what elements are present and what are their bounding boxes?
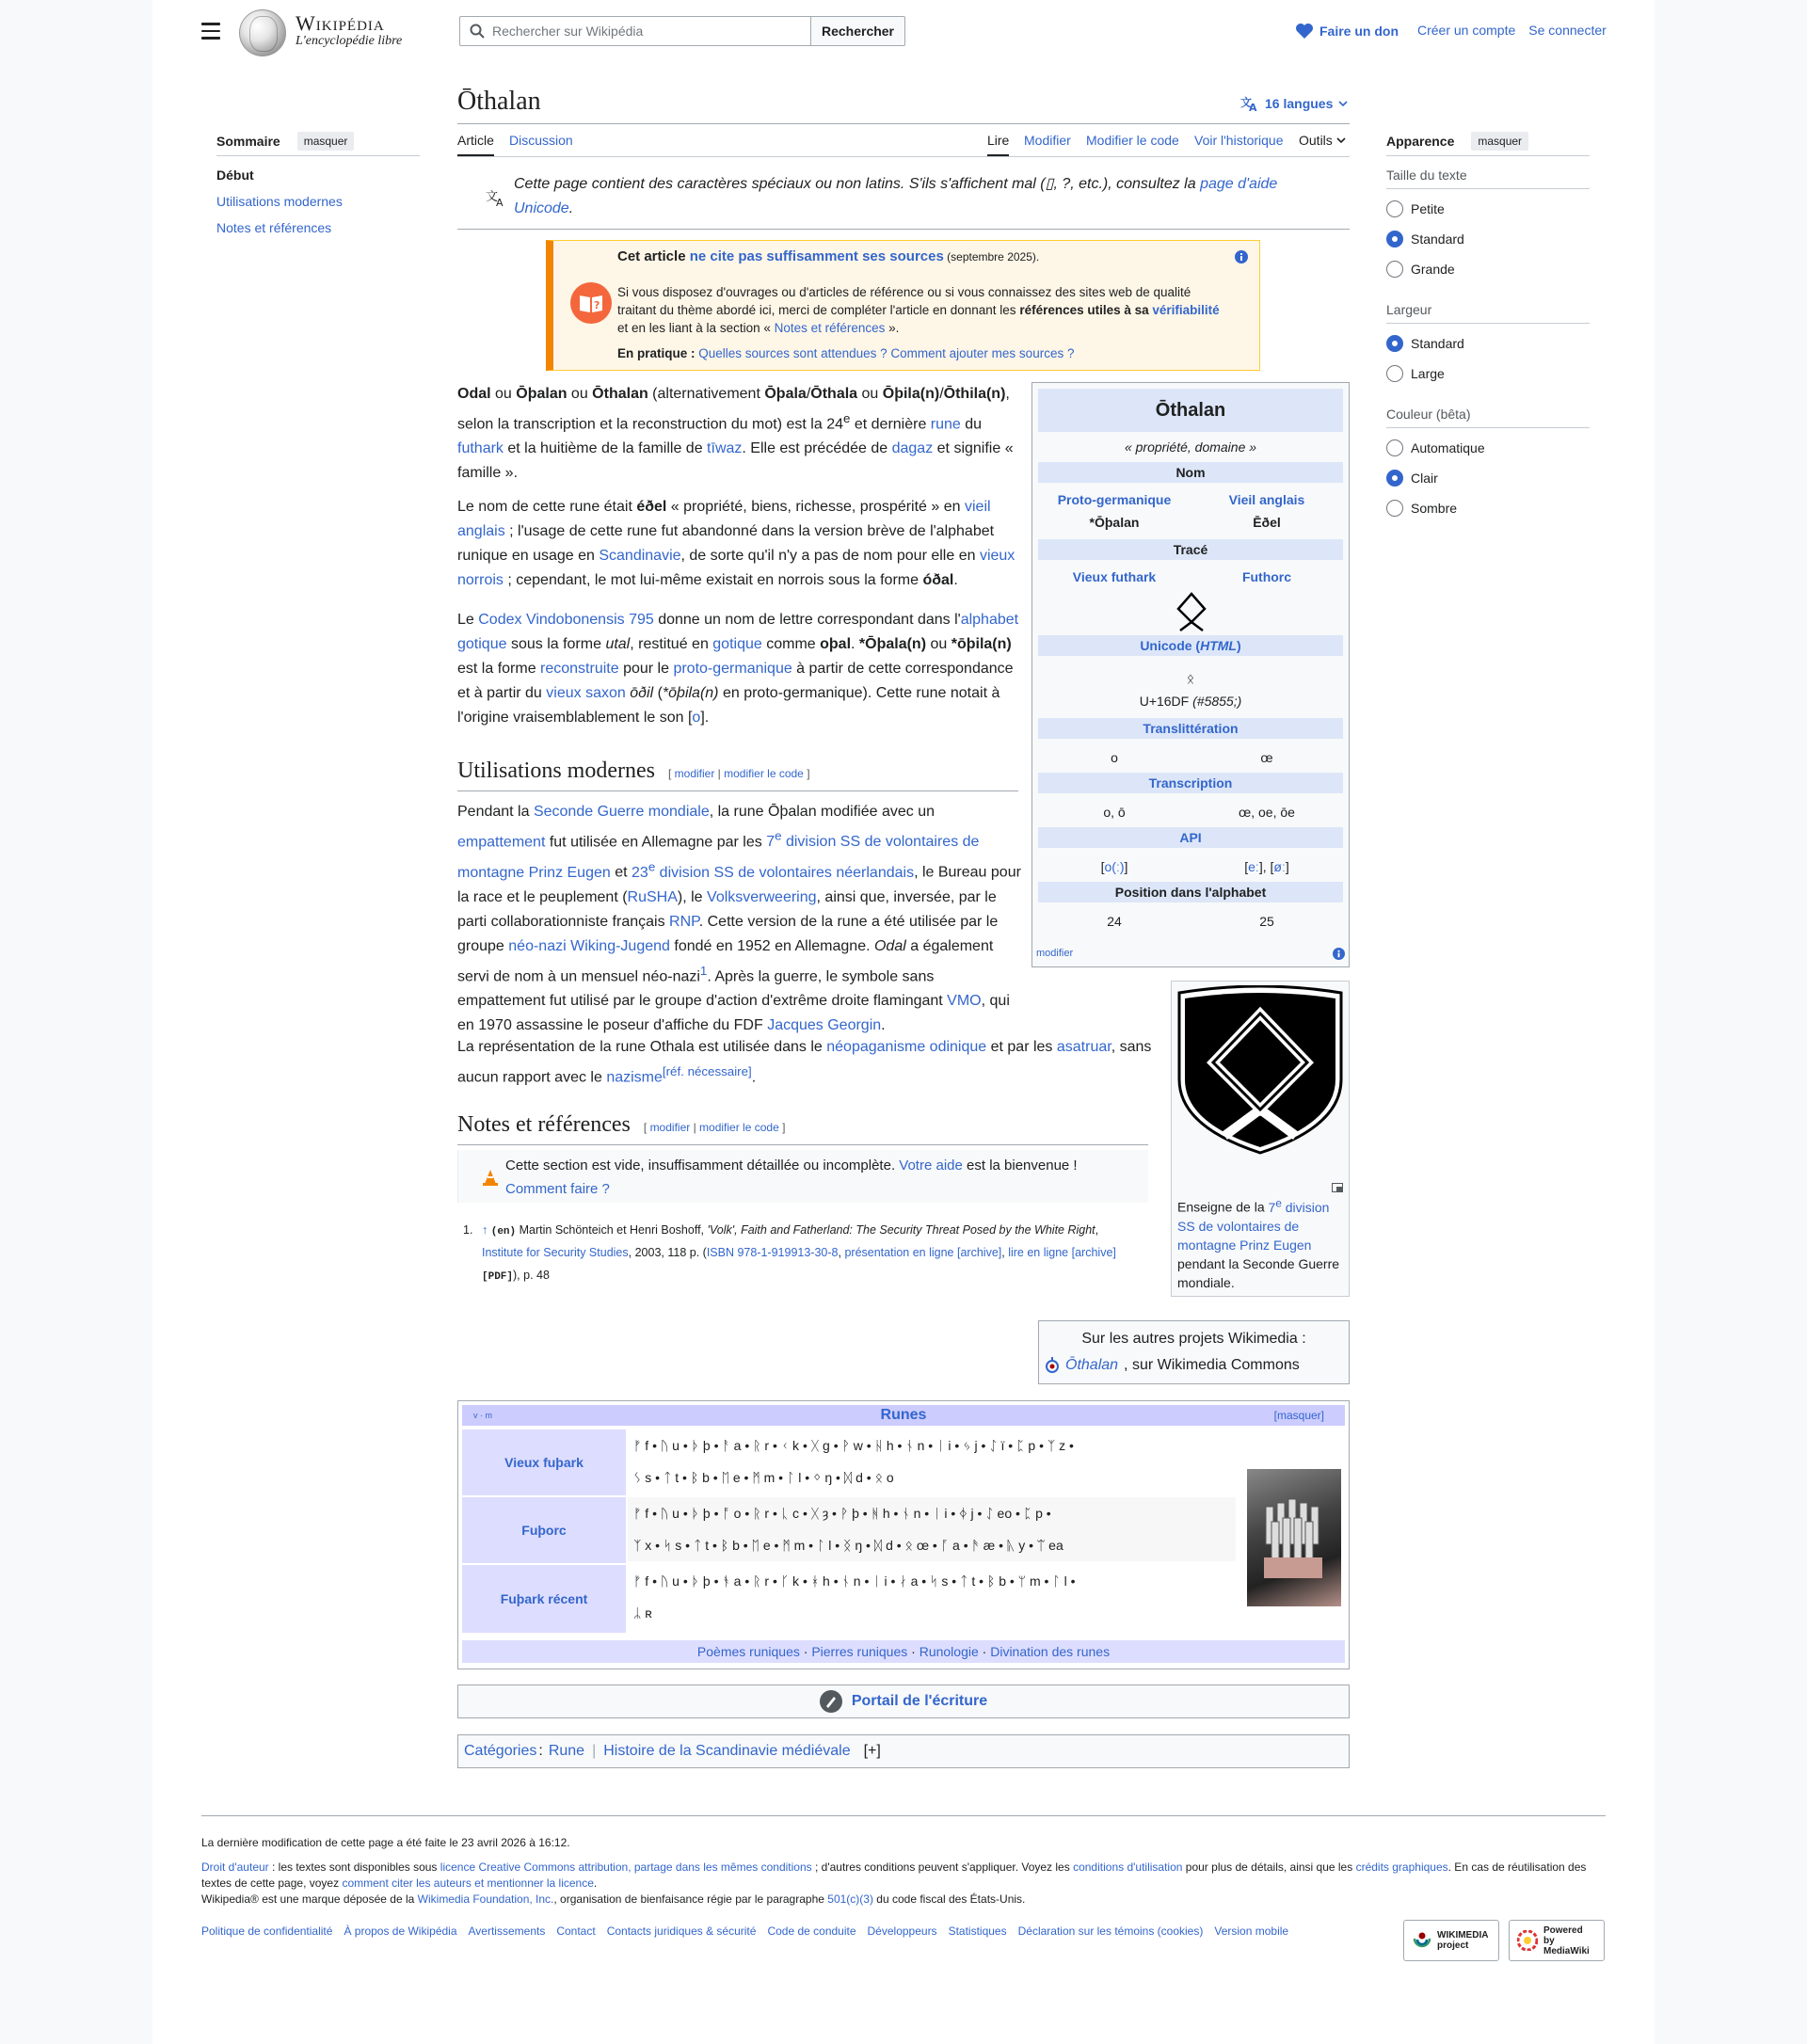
verifiability-link[interactable]: vérifiabilité <box>1152 303 1220 317</box>
odinism-link[interactable]: néopaganisme odinique <box>826 1039 987 1055</box>
infobox-subtitle: « propriété, domaine » <box>1124 439 1257 455</box>
nazism-link[interactable]: nazisme <box>606 1069 663 1086</box>
infobox-edit-link[interactable]: modifier <box>1036 948 1074 959</box>
radio-color-dark[interactable]: Sombre <box>1386 500 1457 517</box>
toc-header <box>216 132 354 151</box>
codex-link[interactable]: Codex Vindobonensis 795 <box>478 612 654 628</box>
ref-1-link[interactable]: 1 <box>699 963 708 978</box>
mediawiki-badge[interactable] <box>1509 1920 1605 1961</box>
ipa-e-link[interactable]: eː <box>1248 859 1259 874</box>
svg-text:文: 文 <box>486 190 499 204</box>
image-thumbnail <box>1171 981 1350 1297</box>
radio-color-light[interactable]: Clair <box>1386 470 1438 487</box>
radio-width-standard[interactable]: Standard <box>1386 335 1464 352</box>
search-button[interactable]: Rechercher <box>810 16 905 46</box>
toc-item-debut[interactable]: Début <box>216 168 254 183</box>
toc-hide-button[interactable]: masquer <box>297 132 355 151</box>
presentation-link[interactable]: présentation en ligne <box>844 1246 954 1259</box>
gothic-alphabet-link[interactable]: alphabet gotique <box>457 612 1019 652</box>
categories-box: Catégories : Rune | Histoire de la Scandinavie médiévale [+] <box>457 1734 1350 1768</box>
infobox <box>1031 382 1350 967</box>
rune-link[interactable]: rune <box>930 416 961 433</box>
footer-link-legal[interactable]: Contacts juridiques & sécurité <box>606 1924 757 1938</box>
toc-title: Sommaire <box>216 134 280 149</box>
footer-link-developers[interactable]: Développeurs <box>867 1924 937 1938</box>
navbox-title <box>462 1405 1345 1426</box>
warning-body-text3: ». <box>885 321 900 335</box>
tools-menu[interactable] <box>1299 133 1346 148</box>
infobox-elder-futhark-link[interactable]: Vieux futhark <box>1072 569 1157 584</box>
warning-body-text2: et en les liant à la section « <box>617 321 775 335</box>
enlarge-icon[interactable] <box>1332 1183 1343 1192</box>
sources-warning-box <box>546 240 1260 371</box>
serif-link[interactable]: empattement <box>457 834 546 851</box>
reference-1: 1. ↑ (en) Martin Schönteich et Henri Boshoff, 'Volk', Faith and Fatherland: The Security Threat Posed by the White Right, Institute for Security Studies, 2003, 118 p. (ISBN 978-1-919913-30-8, présentation en ligne [archive], lire en ligne [archive] [PDF]), p. 48 <box>482 1220 1141 1287</box>
tab-discussion[interactable]: Discussion <box>509 133 573 148</box>
infobox-header-transcr[interactable]: Transcription <box>1038 773 1343 793</box>
footer-divider <box>201 1815 1606 1816</box>
practice-link[interactable]: Quelles sources sont attendues ? Comment ajouter mes sources ? <box>698 346 1075 360</box>
traffic-cone-icon <box>483 1169 498 1186</box>
rune-divination-link[interactable]: Divination des runes <box>990 1644 1111 1659</box>
book-warning-icon <box>570 282 612 324</box>
commons-icon <box>1045 1357 1060 1374</box>
wikimedia-logo-icon <box>1413 1931 1431 1950</box>
nav-group-futhorc[interactable]: Fuþorc <box>462 1497 626 1563</box>
old-saxon-link[interactable]: vieux saxon <box>546 685 626 701</box>
shield-emblem-image[interactable] <box>1175 985 1345 1155</box>
neo-nazi-link[interactable]: néo-nazi <box>508 937 567 954</box>
divider <box>1386 323 1590 324</box>
appearance-header <box>1386 132 1528 151</box>
futhark-link[interactable]: futhark <box>457 440 504 457</box>
proto-germanic-link[interactable]: proto-germanique <box>673 661 792 677</box>
search-input[interactable] <box>459 16 811 46</box>
infobox-header-nom: Nom <box>1038 462 1343 483</box>
main-menu-button[interactable] <box>201 23 220 40</box>
categories-expand[interactable]: [+] <box>863 1743 881 1759</box>
read-online-link[interactable]: lire en ligne <box>1008 1246 1069 1259</box>
footer-link-conduct[interactable]: Code de conduite <box>767 1924 856 1938</box>
your-help-link[interactable]: Votre aide <box>899 1158 963 1174</box>
text-size-label: Taille du texte <box>1386 168 1467 183</box>
infobox-unicode-glyph: ᛟ <box>1186 671 1195 686</box>
graphic-credits-link[interactable]: crédits graphiques <box>1355 1860 1448 1874</box>
mediawiki-logo-icon <box>1517 1930 1538 1951</box>
empty-section-box <box>457 1150 1148 1203</box>
prinz-eugen-link[interactable]: 7e division SS de volontaires de montagne Prinz Eugen <box>457 829 980 881</box>
paragraph-name: Le nom de cette rune était éðel « propriété, biens, richesse, prospérité » en vieil anglais ; l'usage de cette rune fut abandonné dans la version brève de l'alphabet runique en usage en Scandinavie, de sorte qu'il n'y a pas de nom pour elle en vieux norrois ; cependant, le mot lui-même existait en norrois sous la forme óðal. <box>457 499 1015 588</box>
svg-text:?: ? <box>594 299 600 311</box>
infobox-name-oe: Ēðel <box>1253 515 1281 530</box>
reference-number: 1. <box>463 1223 473 1237</box>
chevron-down-icon <box>1338 100 1348 107</box>
infobox-header-unicode: Unicode (HTML) <box>1038 635 1343 656</box>
translate-icon <box>1240 95 1259 112</box>
wikimedia-badge[interactable] <box>1403 1920 1499 1961</box>
radio-text-small[interactable]: Petite <box>1386 200 1445 217</box>
tab-history[interactable]: Voir l'historique <box>1194 133 1284 148</box>
commons-line <box>1045 1357 1300 1374</box>
backlink-arrow[interactable]: ↑ <box>482 1223 488 1237</box>
navbox-vm-link[interactable]: v · m <box>473 1411 492 1420</box>
radio-color-auto[interactable]: Automatique <box>1386 439 1485 456</box>
sound-o-link[interactable]: o <box>692 710 701 726</box>
citation-needed-link[interactable]: [réf. nécessaire] <box>662 1064 752 1078</box>
appearance-title: Apparence <box>1386 134 1455 149</box>
radio-width-large[interactable]: Large <box>1386 365 1445 382</box>
archive-link[interactable]: [archive] <box>957 1246 1002 1259</box>
runes-navbox <box>457 1400 1350 1669</box>
commons-link[interactable]: Ōthalan <box>1065 1357 1119 1373</box>
last-modified: La dernière modification de cette page a été faite le 23 avril 2026 à 16:12. <box>201 1836 570 1849</box>
transcr-2: œ, oe, ōe <box>1239 805 1295 820</box>
api-1: [o(ː)] <box>1100 859 1128 874</box>
rune-row[interactable]: ᛉ x • ᛋ s • ᛏ t • ᛒ b • ᛖ e • ᛗ m • ᛚ l • ᛝ ŋ • ᛞ d • ᛟ œ • ᚪ a • ᚫ æ • ᚣ y • ᛠ ea <box>633 1538 1063 1553</box>
paragraph-codex: Le Codex Vindobonensis 795 donne un nom de lettre correspondant dans l'alphabet gotique sous la forme utal, restitué en gotique comme oþal. *Ōþala(n) ou *ōþila(n) est la forme reconstruite pour le proto-germanique à partir de cette correspondance et à partir du vieux saxon ōðil (*ōþila(n) en proto-germanique). Cette rune notait à l'origine vraisemblablement le son [o]. <box>457 612 1019 726</box>
categories-label[interactable]: Catégories <box>464 1743 537 1759</box>
rnp-link[interactable]: RNP <box>669 913 699 930</box>
tab-article[interactable]: Article <box>457 133 494 156</box>
runic-poems-link[interactable]: Poèmes runiques <box>696 1644 800 1659</box>
toc-item-notes[interactable]: Notes et références <box>216 220 332 235</box>
unicode-notice-end: . <box>568 200 574 216</box>
paragraph-intro: Odal ou Ōþalan ou Ōthalan (alternativement Ōþala/Ōthala ou Ōþila(n)/Ōthila(n), selon la transcription et la reconstruction du mot) est la 24e et dernière rune du futhark et la huitième de la famille de tīwaz. Elle est précédée de dagaz et signifie « famille ». <box>457 386 1014 482</box>
personal-links <box>1417 23 1607 38</box>
language-count: 16 langues <box>1265 96 1334 111</box>
donate-label: Faire un don <box>1319 24 1399 39</box>
navbox-hide-link[interactable]: [masquer] <box>1273 1409 1324 1422</box>
warning-practice <box>617 346 1074 360</box>
title-divider <box>457 123 1350 124</box>
how-to-link[interactable]: Comment faire ? <box>505 1181 610 1197</box>
search-placeholder: Rechercher sur Wikipédia <box>492 24 644 39</box>
footer-links <box>201 1924 1331 1940</box>
tab-edit[interactable]: Modifier <box>1024 133 1071 148</box>
ww2-link[interactable]: Seconde Guerre mondiale <box>533 804 710 820</box>
wordmark[interactable]: Wikipédia <box>296 11 385 35</box>
login-link[interactable]: Se connecter <box>1528 23 1607 38</box>
warning-link[interactable]: ne cite pas suffisamment ses sources <box>689 248 944 264</box>
lang-tag: (en) <box>490 1226 517 1238</box>
unicode-code: U+16DF <box>1139 694 1190 709</box>
footer-link-contact[interactable]: Contact <box>556 1924 596 1938</box>
tab-edit-source[interactable]: Modifier le code <box>1086 133 1179 148</box>
publisher-link[interactable]: Institute for Security Studies <box>482 1246 629 1259</box>
vmo-link[interactable]: VMO <box>947 992 982 1009</box>
wikipedia-globe-icon[interactable] <box>239 9 286 56</box>
footer-link-about[interactable]: À propos de Wikipédia <box>344 1924 457 1938</box>
infobox-futhorc-link[interactable]: Futhorc <box>1241 569 1292 584</box>
heading-divider <box>457 790 1018 791</box>
nav-list-futhorc <box>628 1497 1236 1561</box>
cc-license-link[interactable]: licence Creative Commons attribution, partage dans les mêmes conditions <box>440 1860 812 1874</box>
nav-list-elder-futhark <box>628 1429 1236 1493</box>
heart-icon <box>1295 23 1314 40</box>
old-english-link[interactable]: vieil anglais <box>457 499 991 539</box>
infobox-unicode-code <box>1038 694 1343 709</box>
rune-row[interactable]: ᛊ s • ᛏ t • ᛒ b • ᛖ e • ᛗ m • ᛚ l • ᛜ ŋ • ᛞ d • ᛟ o <box>633 1470 894 1485</box>
translit-1: o <box>1111 750 1118 765</box>
runology-link[interactable]: Runologie <box>919 1644 979 1659</box>
ipa-o-link[interactable]: o(ː) <box>1104 859 1125 874</box>
nav-group-younger-futhark[interactable]: Fuþark récent <box>462 1565 626 1633</box>
notice-divider <box>457 229 1350 230</box>
warning-title <box>617 248 1039 264</box>
501c3-link[interactable]: 501(c)(3) <box>827 1892 873 1906</box>
copyright-link[interactable]: Droit d'auteur <box>201 1860 269 1874</box>
portal-link[interactable]: Portail de l'écriture <box>851 1693 988 1709</box>
appearance-divider <box>1386 155 1590 156</box>
unicode-help-link[interactable]: page d'aide Unicode <box>514 176 1278 216</box>
image-caption: Enseigne de la 7e division SS de volontaires de montagne Prinz Eugen pendant la Seconde Guerre mondiale. <box>1177 1197 1340 1290</box>
category-rune[interactable]: Rune <box>548 1743 585 1759</box>
toc-divider <box>216 155 420 156</box>
divider <box>1386 188 1590 189</box>
position-1: 24 <box>1107 914 1122 929</box>
footer-link-cookies[interactable]: Déclaration sur les témoins (cookies) <box>1017 1924 1204 1938</box>
nav-group-elder-futhark[interactable]: Vieux fuþark <box>462 1429 626 1495</box>
rune-row[interactable]: ᛦ ʀ <box>633 1605 652 1621</box>
heading-utilisations: Utilisations modernes [ modifier | modifier le code ] <box>457 759 810 783</box>
edit-source-section-link[interactable]: modifier le code <box>724 767 804 780</box>
info-icon[interactable] <box>1235 250 1248 263</box>
unicode-link[interactable]: Unicode <box>1140 638 1192 653</box>
commons-suffix: , sur Wikimedia Commons <box>1124 1357 1300 1373</box>
warning-body-text: Si vous disposez d'ouvrages ou d'articles de référence ou si vous connaissez des sites web de qualité traitant du thème abordé ici, merci de compléter l'article en donnant les <box>617 285 1191 317</box>
license-text: Droit d'auteur : les textes sont disponibles sous licence Creative Commons attribution, partage dans les mêmes conditions ; d'autres conditions peuvent s'appliquer. Voyez les conditions d'utilisation pour plus de détails, ainsi que les crédits graphiques. En cas de réutilisation des textes de cette page, voyez comment citer les auteurs et mentionner la licence. Wikipedia® est une marque déposée de la Wikimedia Foundation, Inc., organisation de bienfaisance régie par le paragraphe 501(c)(3) du code fiscal des États-Unis. <box>201 1860 1587 1906</box>
warning-body-bold: références utiles à sa <box>1019 303 1153 317</box>
jacques-georgin-link[interactable]: Jacques Georgin <box>767 1016 882 1033</box>
svg-text:A: A <box>1249 102 1257 112</box>
tiwaz-link[interactable]: tīwaz <box>707 440 743 457</box>
heading-notes: Notes et références [ modifier | modifier le code ] <box>457 1112 786 1137</box>
color-label: Couleur (bêta) <box>1386 407 1471 422</box>
radio-text-standard[interactable]: Standard <box>1386 231 1464 248</box>
infobox-header-api[interactable]: API <box>1038 827 1343 848</box>
chevron-down-icon <box>1336 136 1346 144</box>
language-button[interactable] <box>1240 95 1348 112</box>
edit-section-link[interactable]: modifier <box>649 1121 691 1134</box>
ipa-oe-link[interactable]: øː <box>1273 859 1286 874</box>
commons-box <box>1038 1320 1350 1384</box>
warning-bold: Cet article <box>617 248 690 264</box>
warning-body <box>617 283 1229 337</box>
footer-link-disclaimers[interactable]: Avertissements <box>468 1924 546 1938</box>
infobox-old-english-link[interactable]: Vieil anglais <box>1228 492 1305 507</box>
tools-label: Outils <box>1299 133 1333 148</box>
wiking-jugend-link[interactable]: Wiking-Jugend <box>570 937 670 954</box>
unicode-html: (#5855;) <box>1192 694 1242 709</box>
category-scandinavia[interactable]: Histoire de la Scandinavie médiévale <box>603 1743 851 1759</box>
donate-link[interactable] <box>1295 23 1399 40</box>
infobox-header-position: Position dans l'alphabet <box>1038 882 1343 902</box>
reconstructed-link[interactable]: reconstruite <box>540 661 619 677</box>
translate-icon <box>486 188 508 207</box>
mediawiki-badge-text: Powered by MediaWiki <box>1543 1924 1590 1956</box>
commons-title: Sur les autres projets Wikimedia : <box>1081 1331 1306 1347</box>
width-label: Largeur <box>1386 302 1432 317</box>
rune-row[interactable]: ᚠ f • ᚢ u • ᚦ þ • ᚨ a • ᚱ r • ᚲ k • ᚷ g • ᚹ w • ᚺ h • ᚾ n • ᛁ i • ᛃ j • ᛇ ï • ᛈ p • ᛉ z • <box>633 1438 1074 1453</box>
pen-icon <box>820 1690 842 1713</box>
toc-item-utilisations[interactable]: Utilisations modernes <box>216 194 343 209</box>
archive-link[interactable]: [archive] <box>1071 1246 1116 1259</box>
isbn-link[interactable]: ISBN 978-1-919913-30-8 <box>706 1246 839 1259</box>
footer-link-mobile[interactable]: Version mobile <box>1214 1924 1289 1938</box>
paragraph-neopagan: La représentation de la rune Othala est utilisée dans le néopaganisme odinique et par les asatruar, sans aucun rapport avec le nazisme[réf. nécessaire]. <box>457 1039 1152 1086</box>
footer-link-privacy[interactable]: Politique de confidentialité <box>201 1924 333 1938</box>
practice-label: En pratique : <box>617 346 699 360</box>
wikimedia-badge-text: WIKIMEDIA project <box>1437 1930 1489 1951</box>
divider <box>1386 427 1590 428</box>
portal-box[interactable] <box>457 1685 1350 1718</box>
runestones-link[interactable]: Pierres runiques <box>811 1644 908 1659</box>
page-title: Ōthalan <box>457 87 541 116</box>
rune-row[interactable]: ᚠ f • ᚢ u • ᚦ þ • ᚩ o • ᚱ r • ᚳ c • ᚷ ȝ • ᚹ þ • ᚻ h • ᚾ n • ᛁ i • ᛄ j • ᛇ eo • ᛈ p • <box>633 1506 1051 1521</box>
asatru-link[interactable]: asatruar <box>1056 1039 1111 1055</box>
tab-read[interactable]: Lire <box>987 133 1009 156</box>
rune-stamps-image[interactable] <box>1247 1469 1341 1606</box>
scandinavia-link[interactable]: Scandinavie <box>599 548 681 564</box>
dagaz-link[interactable]: dagaz <box>891 440 934 457</box>
translit-2: œ <box>1260 750 1273 765</box>
infobox-name-proto: *Ōþalan <box>1089 515 1140 530</box>
navbox-title-text[interactable]: Runes <box>880 1407 927 1423</box>
dutch-ss-link[interactable]: 23e division SS de volontaires néerlandais <box>632 859 915 881</box>
volksverweering-link[interactable]: Volksverweering <box>707 888 817 905</box>
api-2: [eː], [øː] <box>1244 859 1289 874</box>
edit-section-link[interactable]: modifier <box>674 767 715 780</box>
infobox-header-trace: Tracé <box>1038 539 1343 560</box>
create-account-link[interactable]: Créer un compte <box>1417 23 1516 38</box>
html-link[interactable]: HTML <box>1200 638 1237 653</box>
appearance-hide-button[interactable]: masquer <box>1471 132 1528 151</box>
rune-row[interactable]: ᚠ f • ᚢ u • ᚦ þ • ᚬ a • ᚱ r • ᚴ k • ᚼ h • ᚾ n • ᛁ i • ᛅ a • ᛋ s • ᛏ t • ᛒ b • ᛘ m • ᛚ l • <box>633 1573 1076 1589</box>
caption-prinz-eugen-link[interactable]: 7e division SS de volontaires de montagne Prinz Eugen <box>1177 1197 1330 1253</box>
rusha-link[interactable]: RuSHA <box>627 888 678 905</box>
edit-source-section-link[interactable]: modifier le code <box>699 1121 779 1134</box>
svg-text:A: A <box>496 197 504 207</box>
heading-divider <box>457 1144 1148 1145</box>
transcr-1: o, ō <box>1103 805 1126 820</box>
wmf-link[interactable]: Wikimedia Foundation, Inc. <box>417 1892 554 1906</box>
empty-section-text: Cette section est vide, insuffisamment détaillée ou incomplète. Votre aide est la bienvenue ! Comment faire ? <box>505 1158 1078 1197</box>
nav-list-younger-futhark <box>628 1565 1236 1629</box>
othala-rune-drawing <box>1175 592 1207 631</box>
infobox-proto-germanic-link[interactable]: Proto-germanique <box>1057 492 1172 507</box>
infobox-header-translit[interactable]: Translittération <box>1038 718 1343 739</box>
search-icon <box>470 24 485 39</box>
old-norse-link[interactable]: vieux norrois <box>457 548 1015 588</box>
navbox-footer: Poèmes runiques · Pierres runiques · Runologie · Divination des runes <box>462 1640 1345 1663</box>
cite-link[interactable]: comment citer les auteurs et mentionner la licence <box>342 1876 594 1890</box>
tagline: L'encyclopédie libre <box>296 34 403 48</box>
paragraph-modern: Pendant la Seconde Guerre mondiale, la rune Ōþalan modifiée avec un empattement fut utilisée en Allemagne par les 7e division SS de volontaires de montagne Prinz Eugen et 23e division SS de volontaires néerlandais, le Bureau pour la race et le peuplement (RuSHA), le Volksverweering, ainsi que, inversée, par le parti collaborationniste français RNP. Cette version de la rune a été utilisée par le groupe néo-nazi Wiking-Jugend fondé en 1952 en Allemagne. Odal a également servi de nom à un mensuel néo-nazi$^1$. Après la guerre, le symbole sans empattement fut utilisé par le groupe d'action d'extrême droite flamingant VMO, qui en 1970 assassine le poseur d'affiche du FDF Jacques Georgin. <box>457 804 1021 1033</box>
infobox-title: Ōthalan <box>1038 389 1343 432</box>
unicode-notice-text: Cette page contient des caractères spéciaux ou non latins. S'ils s'affichent mal (▯, ?, etc.), consultez la <box>514 176 1201 192</box>
footer-link-stats[interactable]: Statistiques <box>948 1924 1007 1938</box>
terms-link[interactable]: conditions d'utilisation <box>1073 1860 1183 1874</box>
warning-date: (septembre 2025). <box>943 250 1040 263</box>
notes-section-link[interactable]: Notes et références <box>774 321 886 335</box>
unicode-notice <box>514 172 1304 221</box>
info-icon[interactable] <box>1333 948 1345 960</box>
position-2: 25 <box>1259 914 1274 929</box>
svg-text:文: 文 <box>1240 96 1253 109</box>
gothic-link[interactable]: gotique <box>712 636 762 652</box>
tabs-divider <box>457 156 1350 157</box>
radio-text-large[interactable]: Grande <box>1386 261 1455 278</box>
